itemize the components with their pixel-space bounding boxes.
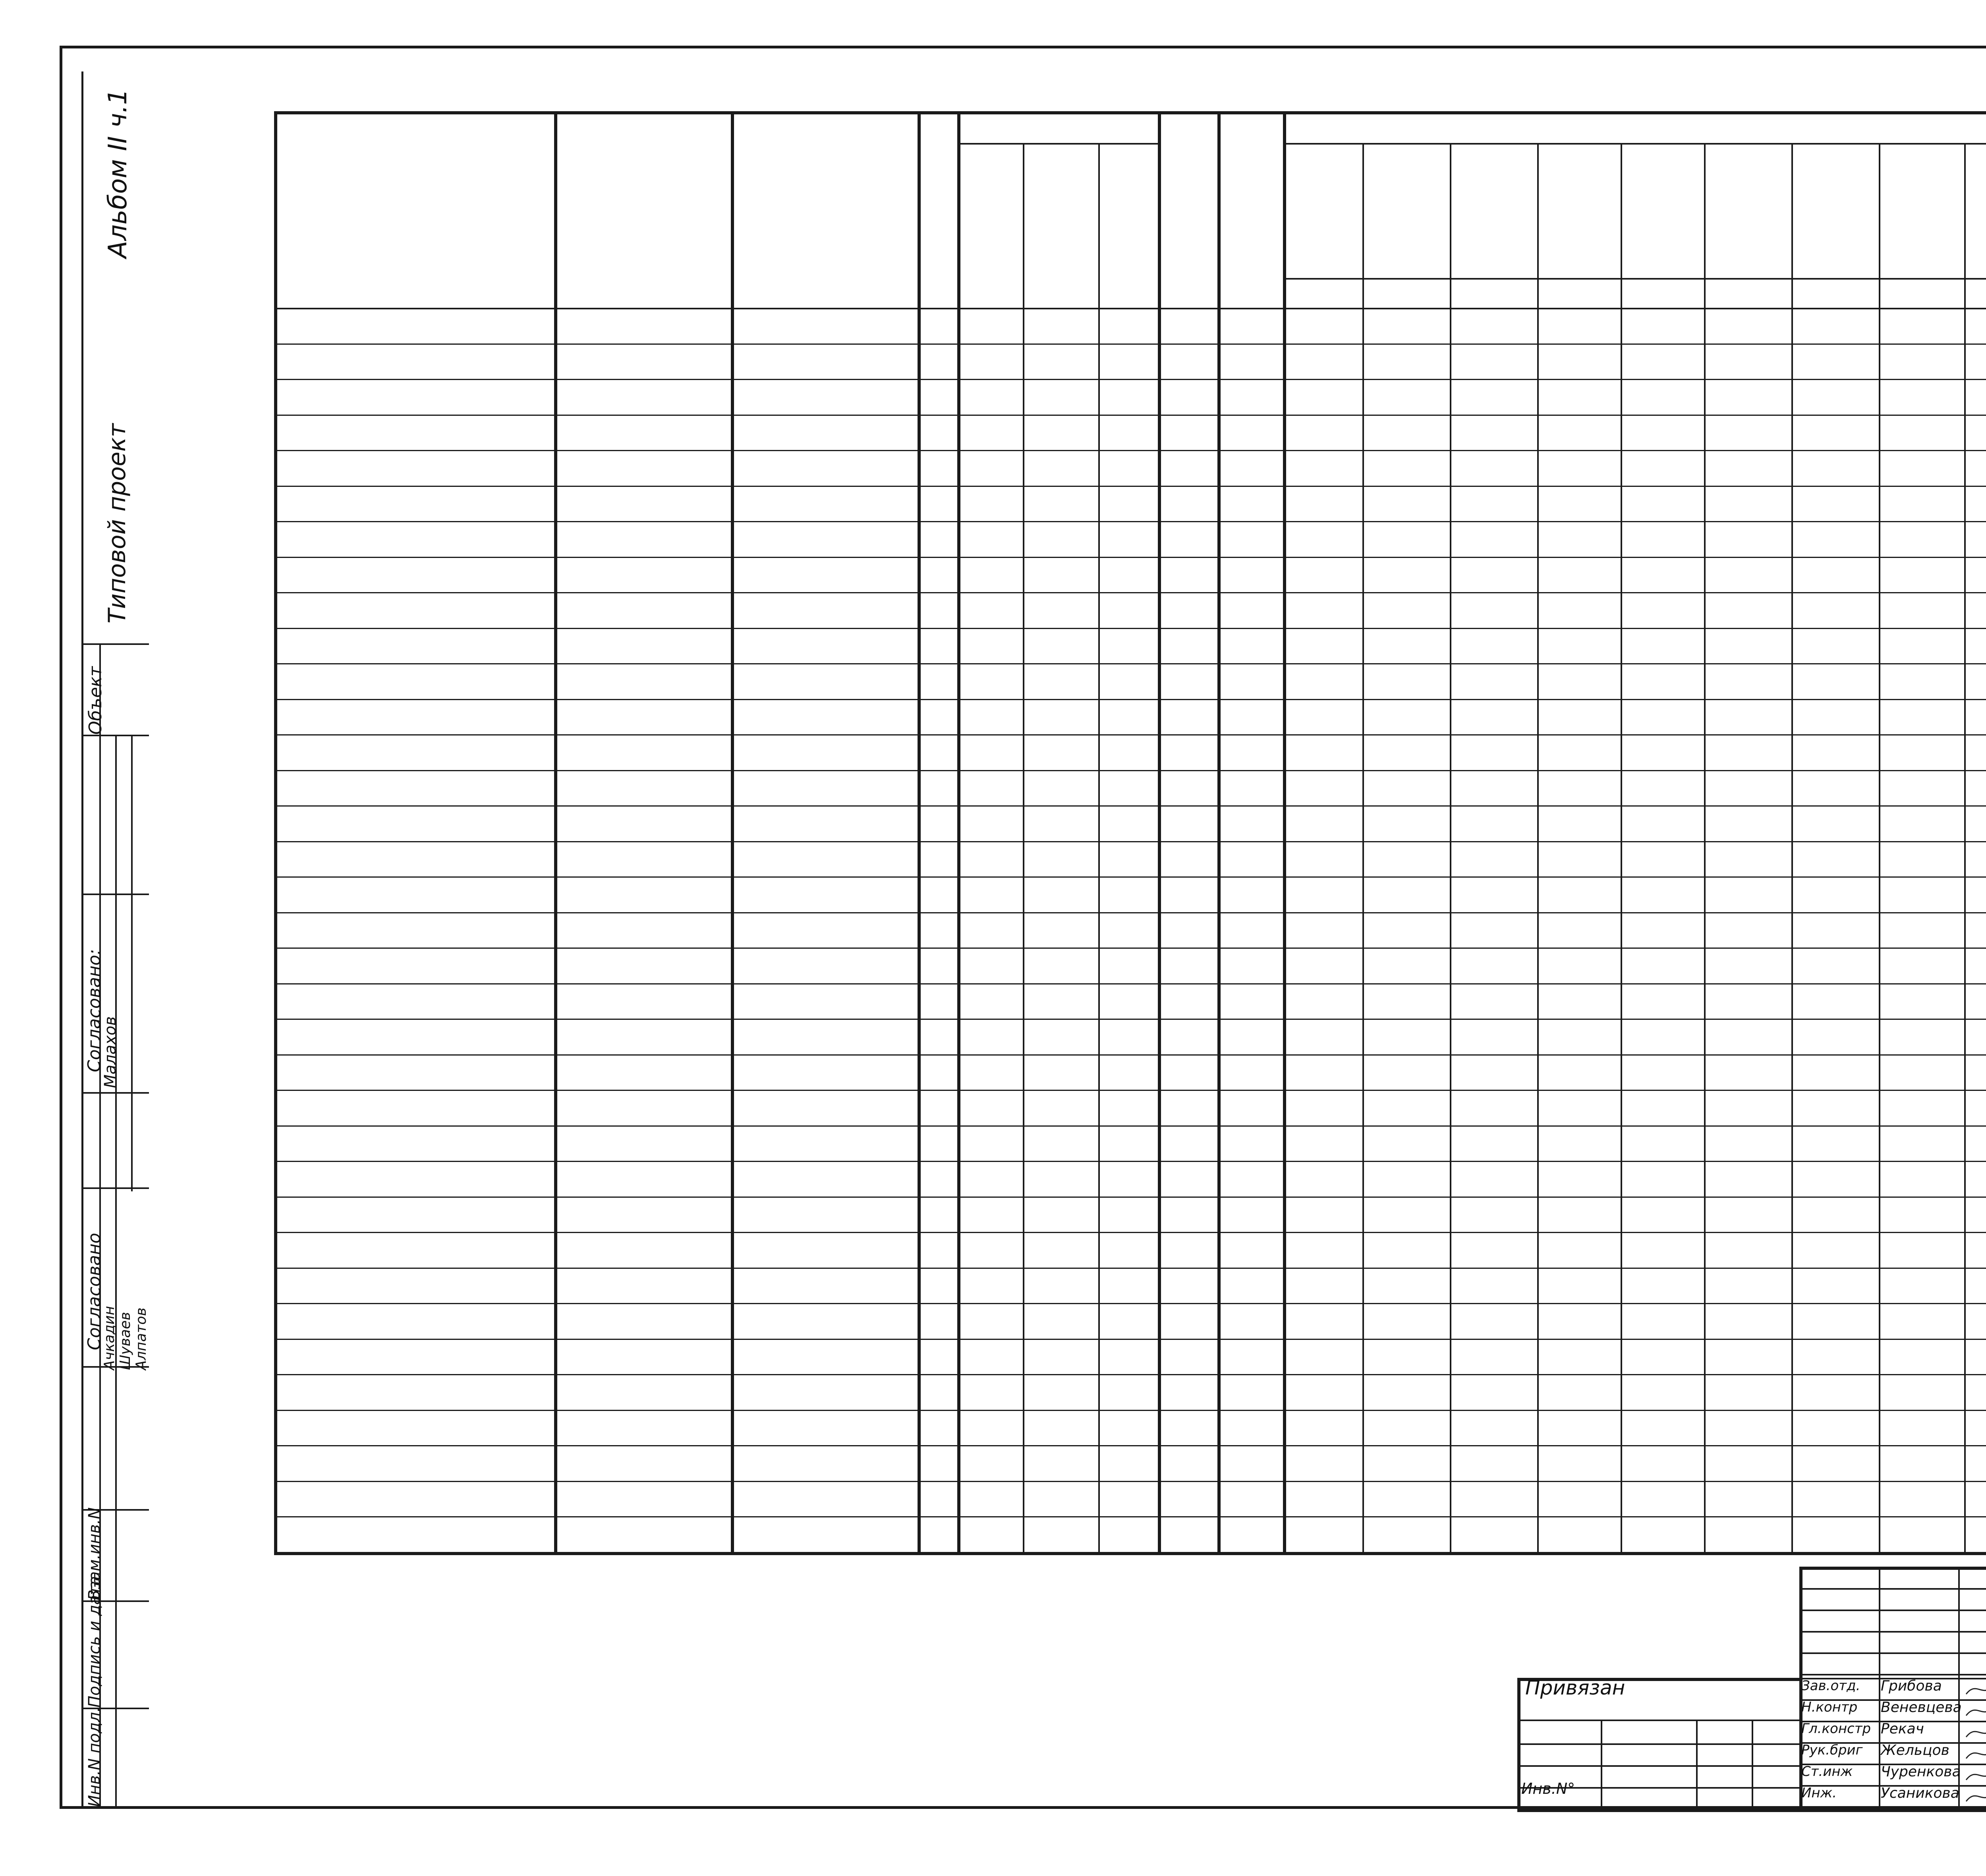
- tb-left-grid: [1879, 1567, 1880, 1809]
- tb-role: Н.контр: [1801, 1699, 1858, 1715]
- tb-priv-row: [1517, 1720, 1799, 1721]
- tb-bottom: [1517, 1809, 1986, 1812]
- vzam-inv-label: Взам.инв.N: [85, 1507, 104, 1600]
- signature-scribble: [1964, 1743, 1986, 1763]
- project-label: Типовой проект: [103, 423, 131, 623]
- tb-role: Инж.: [1801, 1785, 1837, 1801]
- tb-left-grid-row: [1799, 1588, 1986, 1590]
- tb-left-grid-row: [1799, 1674, 1986, 1675]
- tb-person-name: Усаникова: [1881, 1785, 1959, 1801]
- tb-person-name: Веневцева: [1881, 1699, 1962, 1716]
- signature-scribble: [1964, 1786, 1986, 1806]
- signature-scribble: [1964, 1722, 1986, 1742]
- signature-scribble: [1964, 1765, 1986, 1785]
- sign-date-label: Подпись и дата: [85, 1576, 104, 1708]
- tb-person-name: Грибова: [1881, 1678, 1942, 1694]
- agreed-name-1: Ачкадин: [101, 1306, 118, 1370]
- tb-person-name: Жельцов: [1881, 1742, 1949, 1758]
- tb-priv-grid: [1696, 1720, 1698, 1809]
- privyazan-label: Привязан: [1525, 1676, 1625, 1699]
- tb-priv-grid: [1601, 1720, 1602, 1809]
- inv-podl-label: Инв.N подл.: [85, 1707, 104, 1807]
- tb-priv-row: [1517, 1743, 1799, 1745]
- tb-left-grid-row: [1799, 1631, 1986, 1633]
- agreed-top-label: Согласовано:: [84, 949, 104, 1072]
- object-label: Объект: [85, 666, 106, 735]
- inv-no-label: Инв.N°: [1521, 1780, 1575, 1797]
- tb-role: Зав.отд.: [1801, 1678, 1860, 1694]
- agreed-name-2: Шуваев: [117, 1312, 133, 1370]
- signature-scribble: [1964, 1679, 1986, 1699]
- tb-priv-row: [1517, 1765, 1799, 1767]
- tb-person-name: Рекач: [1881, 1721, 1924, 1737]
- agreed-top-name: Малахов: [101, 1016, 120, 1088]
- agreed-name-3: Алпатов: [133, 1307, 149, 1370]
- tb-role: Ст.инж: [1801, 1764, 1853, 1779]
- agreed-bottom-label: Согласовано: [84, 1233, 104, 1350]
- tb-role: Рук.бриг: [1801, 1742, 1863, 1758]
- tb-left-grid-row: [1799, 1652, 1986, 1654]
- signature-scribble: [1964, 1700, 1986, 1720]
- tb-priv-grid: [1752, 1720, 1753, 1809]
- tb-role: Гл.констр: [1801, 1721, 1871, 1737]
- tb-person-name: Чуренкова: [1881, 1764, 1961, 1780]
- tb-left-grid-row: [1799, 1610, 1986, 1611]
- album-label: Альбом II ч.1: [103, 89, 133, 258]
